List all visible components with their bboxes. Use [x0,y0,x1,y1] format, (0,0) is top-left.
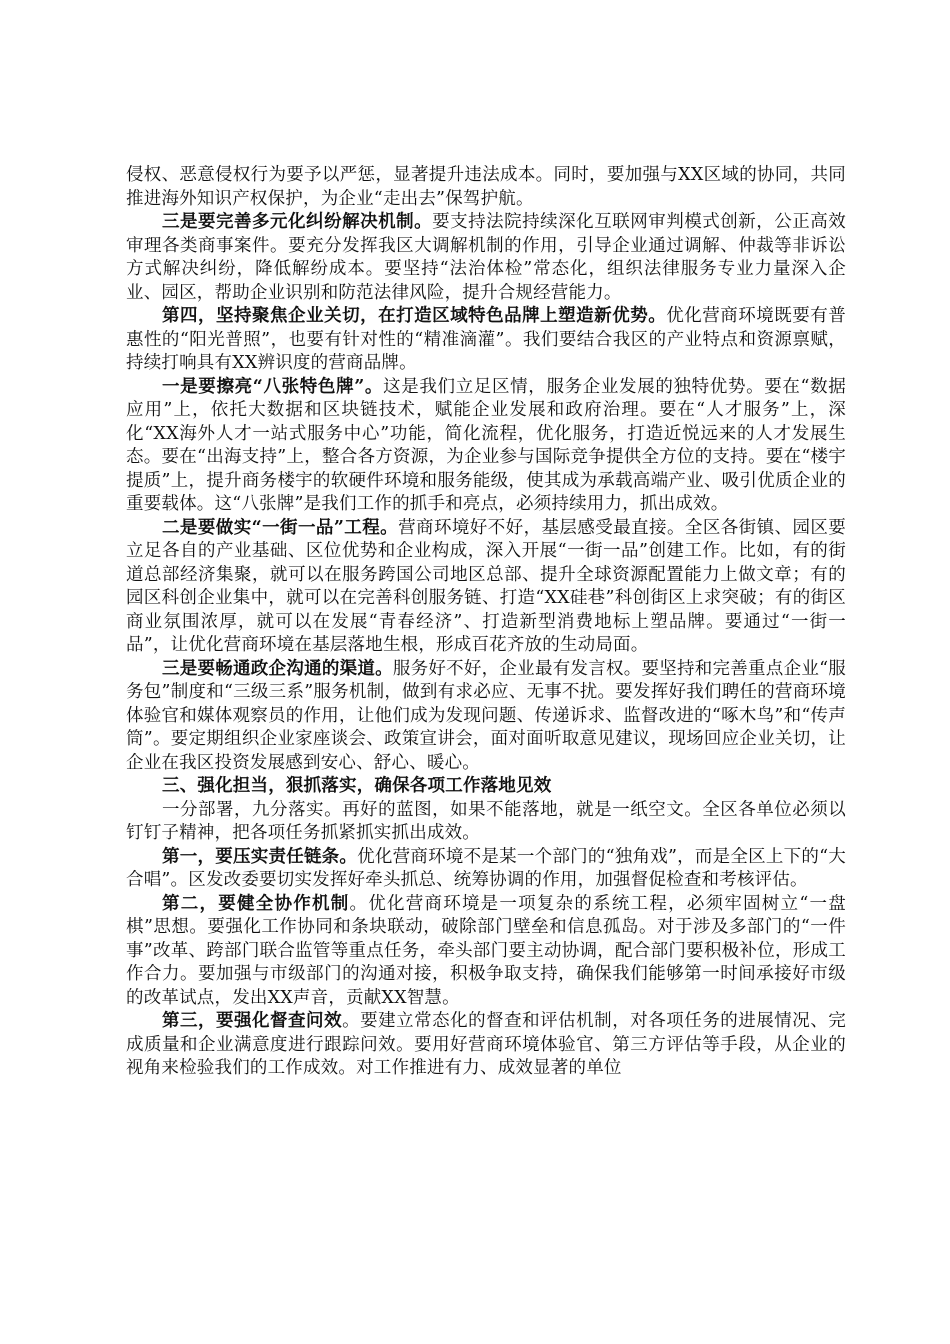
paragraph-text: 营商环境好不好，基层感受最直接。全区各街镇、园区要立足各自的产业基础、区位优势和企业构成，深入开展“一街一品”创建工作。比如，有的街道总部经济集聚，就可以在服务跨国公司地区总部、提升全球资源配置能力上做文章；有的园区科创企业集中，就可以在完善科创服务链、打造“XX硅巷”科创街区上求突破；有的街区商业氛围浓厚，就可以在发展“青春经济”、打造新型消费地标上塑品牌。要通过“一街一品”，让优化营商环境在基层落地生根，形成百花齐放的生动局面。 [126,517,846,655]
paragraph-text: 优化营商环境不是某一个部门的“独角戏”，而是全区上下的“大合唱”。区发改委要切实发挥好牵头抓总、统筹协调的作用，加强督促检查和考核评估。 [126,846,846,890]
paragraph-continuation [126,164,846,211]
paragraph-text: 侵权、恶意侵权行为要予以严惩，显著提升违法成本。同时，要加强与XX区域的协同，共同推进海外知识产权保护，为企业“走出去”保驾护航。 [126,165,846,209]
paragraph-dispute-resolution [126,211,846,305]
paragraph-eight-brands [126,376,846,517]
section-heading-three [126,775,846,799]
paragraph-coordination-mechanism [126,893,846,1011]
paragraph-lead: 一是要擦亮“八张特色牌”。 [162,376,384,397]
paragraph-communication-channels [126,658,846,776]
paragraph-fourth-point [126,305,846,376]
document-page [126,164,846,1081]
paragraph-one-street-one-product [126,517,846,658]
paragraph-lead: 第一，要压实责任链条。 [162,846,358,867]
paragraph-text: 。优化营商环境是一项复杂的系统工程，必须牢固树立“一盘棋”思想。要强化工作协同和条块联动，破除部门壁垒和信息孤岛。对于涉及多部门的“一件事”改革、跨部门联合监管等重点任务，牵头部门要主动协调，配合部门要积极补位，形成工作合力。要加强与市级部门的沟通对接，积极争取支持，确保我们能够第一时间承接好市级的改革试点，发出XX声音，贡献XX智慧。 [126,893,846,1008]
paragraph-text: 优化营商环境既要有普惠性的“阳光普照”，也要有针对性的“精准滴灌”。我们要结合我区的产业特点和资源禀赋，持续打响具有XX辨识度的营商品牌。 [126,306,846,373]
paragraph-lead: 三是要畅通政企沟通的渠道。 [162,658,393,679]
paragraph-responsibility-chain [126,846,846,893]
paragraph-lead: 第三，要强化督查问效 [162,1011,343,1031]
section-heading-text: 三、强化担当，狠抓落实，确保各项工作落地见效 [162,776,552,796]
paragraph-lead: 第二，要健全协作机制 [162,893,350,914]
paragraph-text: 服务好不好，企业最有发言权。要坚持和完善重点企业“服务包”制度和“三级三系”服务机制，做到有求必应、无事不扰。要发挥好我们聘任的营商环境体验官和媒体观察员的作用，让他们成为发现问题、传递诉求、监督改进的“啄木鸟”和“传声筒”。要定期组织企业家座谈会、政策宣讲会，面对面听取意见建议，现场回应企业关切，让企业在我区投资发展感到安心、舒心、暖心。 [126,658,846,773]
paragraph-text: 一分部署，九分落实。再好的蓝图，如果不能落地，就是一纸空文。全区各单位必须以钉钉子精神，把各项任务抓紧抓实抓出成效。 [126,799,846,843]
paragraph-lead: 二是要做实“一街一品”工程。 [162,517,399,538]
paragraph-lead: 三是要完善多元化纠纷解决机制。 [162,212,433,232]
paragraph-text: 这是我们立足区情，服务企业发展的独特优势。要在“数据应用”上，依托大数据和区块链技术，赋能企业发展和政府治理。要在“人才服务”上，深化“XX海外人才一站式服务中心”功能，简化流程，优化服务，打造近悦远来的人才发展生态。要在“出海支持”上，整合各方资源，为企业参与国际竞争提供全方位的支持。要在“楼宇提质”上，提升商务楼宇的软硬件环境和服务能级，使其成为承载高端产业、吸引优质企业的重要载体。这“八张牌”是我们工作的抓手和亮点，必须持续用力，抓出成效。 [126,376,846,514]
paragraph-supervision [126,1010,846,1081]
paragraph-text: 要支持法院持续深化互联网审判模式创新，公正高效审理各类商事案件。要充分发挥我区大调解机制的作用，引导企业通过调解、仲裁等非诉讼方式解决纠纷，降低解纷成本。要坚持“法治体检”常态化，组织法律服务专业力量深入企业、园区，帮助企业识别和防范法律风险，提升合规经营能力。 [126,212,846,303]
paragraph-lead: 第四，坚持聚焦企业关切，在打造区域特色品牌上塑造新优势。 [162,306,667,326]
paragraph-text: 。要建立常态化的督查和评估机制，对各项任务的进展情况、完成质量和企业满意度进行跟踪问效。要用好营商环境体验官、第三方评估等手段，从企业的视角来检验我们的工作成效。对工作推进有力、成效显著的单位 [126,1011,846,1078]
paragraph-implementation-intro [126,799,846,846]
